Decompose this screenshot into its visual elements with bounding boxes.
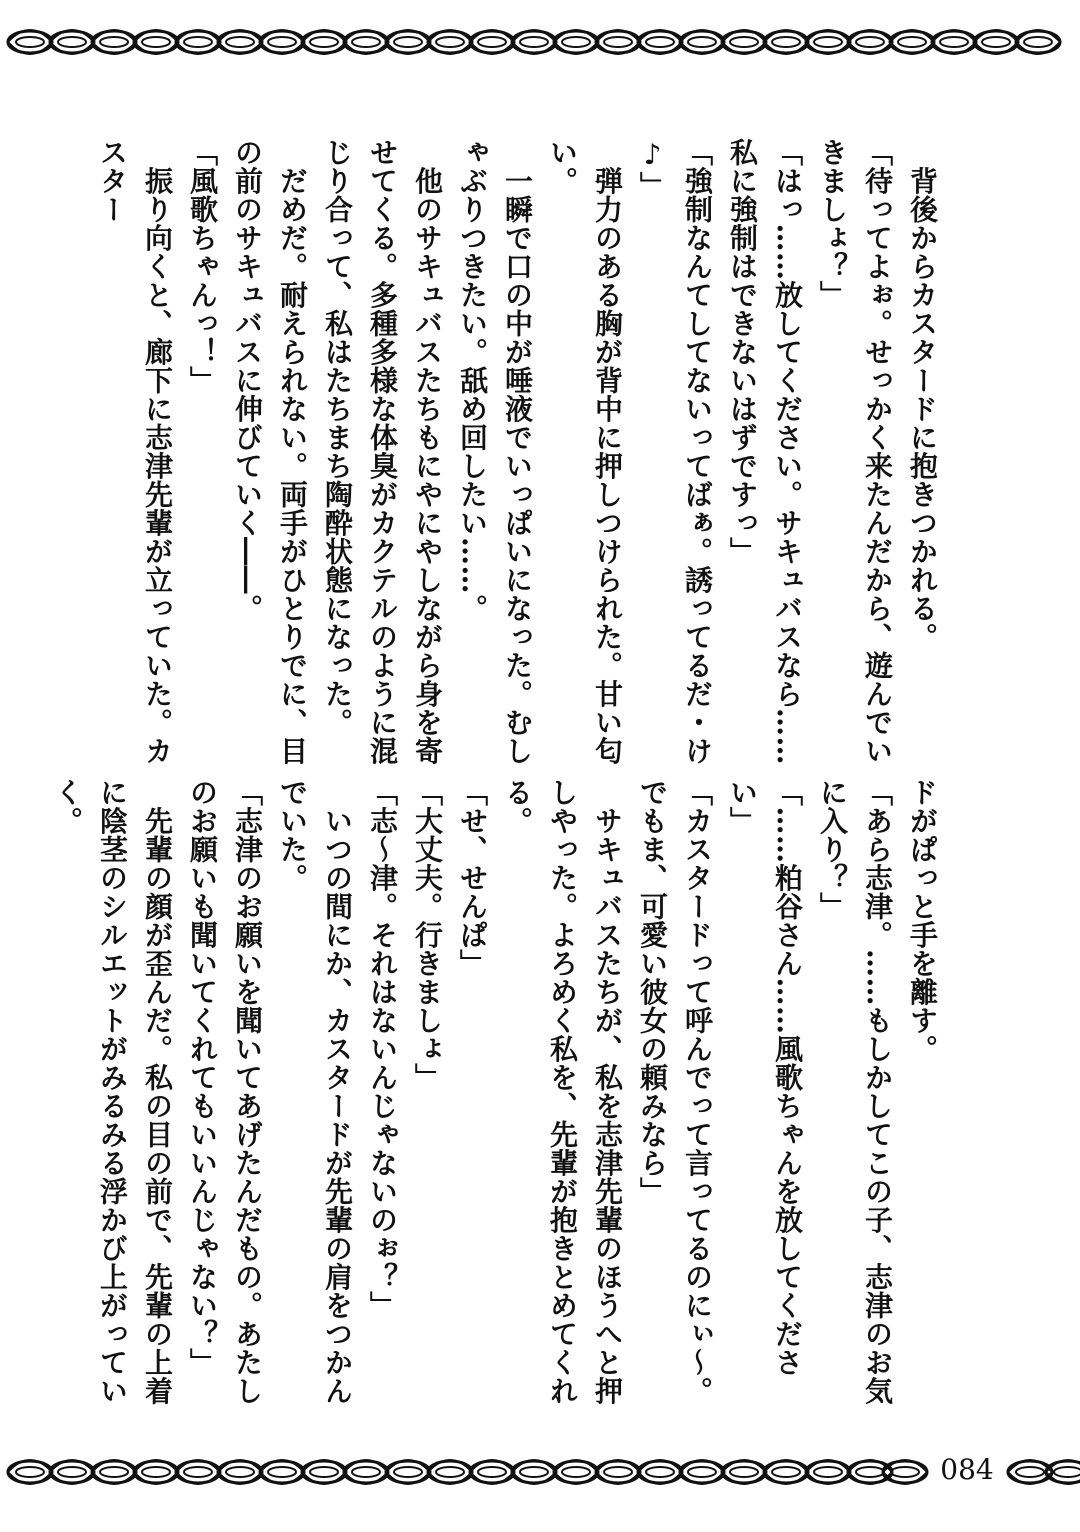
paragraph: 「……粕谷さん……風歌ちゃんを放してください」 xyxy=(726,778,804,1377)
lower-text-block xyxy=(51,778,945,1408)
paragraph: サキュバスたちが、私を志津先輩のほうへと押しやった。よろめく私を、先輩が抱きとめてくれる。 xyxy=(501,778,624,1405)
paragraph: 「はっ……放してください。サキュバスなら……私に強制はできないはずですっ」 xyxy=(726,138,804,765)
paragraph: 「あら志津。……もしかしてこの子、志津のお気に入り？」 xyxy=(816,778,894,1405)
paragraph: ドがぱっと手を離す。 xyxy=(906,778,939,1063)
paragraph: 背後からカスタードに抱きつかれる。 xyxy=(906,138,939,651)
paragraph: 弾力のある胸が背中に押しつけられた。甘い匂い。 xyxy=(546,138,624,765)
paragraph: 先輩の顔が歪んだ。私の目の前で、先輩の上着に陰茎のシルエットがみるみる浮かび上がっていく。 xyxy=(51,778,174,1405)
bottom-chain-border xyxy=(0,1448,1080,1496)
paragraph: 振り向くと、廊下に志津先輩が立っていた。カスター xyxy=(96,138,174,765)
paragraph: 「風歌ちゃんっ！」 xyxy=(186,138,219,395)
paragraph: 他のサキュバスたちもにやにやしながら身を寄せてくる。多種多様な体臭がカクテルのように混じり合って、私はたちまち陶酔状態になった。 xyxy=(321,138,444,765)
paragraph: 「大丈夫。行きましょ」 xyxy=(411,778,444,1092)
paragraph: 「志～津。それはないんじゃないのぉ？」 xyxy=(366,778,399,1320)
paragraph: 「せ、せんぱ」 xyxy=(456,778,489,978)
paragraph: 「待ってよぉ。せっかく来たんだから、遊んでいきましょ？」 xyxy=(816,138,894,765)
upper-text-block xyxy=(96,138,945,768)
bottom-chain-tail xyxy=(1000,1448,1080,1496)
top-chain-border xyxy=(0,18,1080,66)
paragraph: 「強制なんてしてないってばぁ。誘ってるだ・け♪」 xyxy=(636,138,714,765)
paragraph: いつの間にか、カスタードが先輩の肩をつかんでいた。 xyxy=(276,778,354,1405)
paragraph: 「志津のお願いを聞いてあげたんだもの。あたしのお願いも聞いてくれてもいいんじゃない？」 xyxy=(186,778,264,1405)
paragraph: だめだ。耐えられない。両手がひとりでに、目の前のサキュバスに伸びていく――。 xyxy=(231,138,309,765)
page-number: 084 xyxy=(940,1453,994,1486)
chain-ornament-icon xyxy=(0,18,1080,66)
chain-ornament-icon xyxy=(0,1448,930,1496)
paragraph: 「カスタードって呼んでって言ってるのにぃ～。でもま、可愛い彼女の頼みなら」 xyxy=(636,778,714,1405)
paragraph: 一瞬で口の中が唾液でいっぱいになった。むしゃぶりつきたい。舐め回したい……。 xyxy=(456,138,534,765)
chain-ornament-icon xyxy=(1000,1448,1080,1496)
